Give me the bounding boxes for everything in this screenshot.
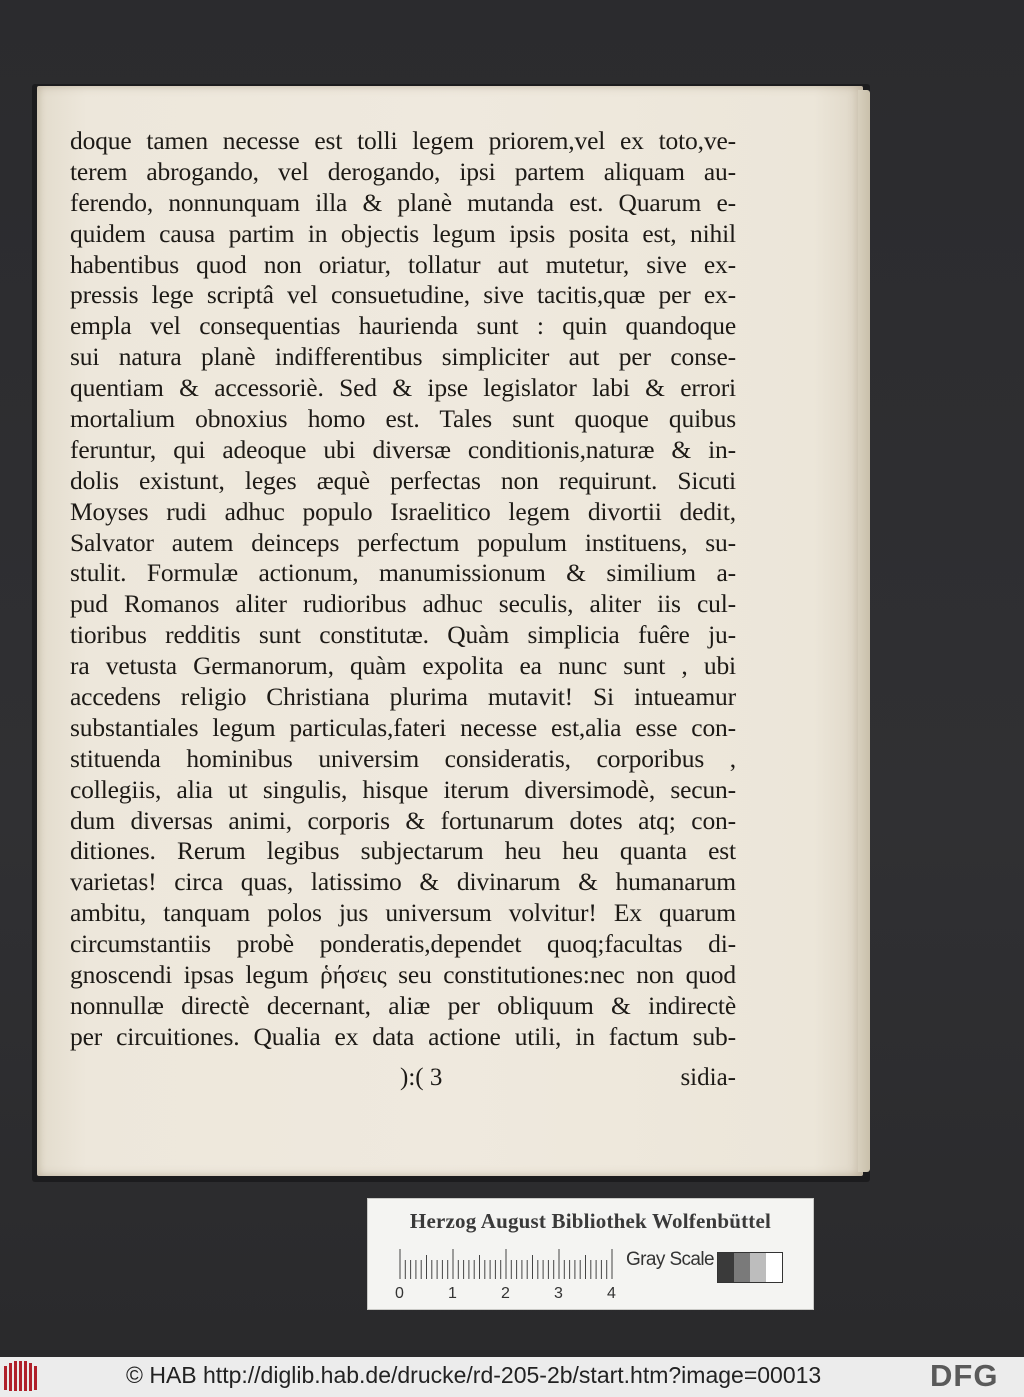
ruler-number: 3	[554, 1285, 563, 1302]
text-line: doque tamen necesse est tolli legem priorem,vel ex toto,ve-	[70, 126, 736, 155]
text-line: dum diversas animi, corporis & fortunarum dotes atq; con-	[70, 805, 736, 835]
text-line: Moyses rudi adhuc populo Israelitico legem divortii dedit,	[70, 496, 736, 526]
gray-swatch	[750, 1253, 766, 1282]
library-color-card	[367, 1198, 814, 1310]
page-footer	[70, 1064, 736, 1098]
text-line: sui natura planè indifferentibus simpliciter aut per conse-	[70, 342, 736, 372]
ruler-scale	[398, 1249, 613, 1279]
page-edge	[858, 90, 870, 1172]
text-line: substantiales legum particulas,fateri necesse est,alia esse con-	[70, 712, 736, 742]
dfg-logo: DFG	[930, 1358, 999, 1393]
hab-logo-icon[interactable]	[3, 1360, 39, 1394]
library-name: Herzog August Bibliothek Wolfenbüttel	[409, 1209, 772, 1233]
text-line: collegiis, alia ut singulis, hisque iterum diversimodè, secun-	[70, 774, 736, 804]
text-line: accedens religio Christiana plurima mutavit! Si intueamur	[70, 682, 736, 712]
text-line: gnoscendi ipsas legum ῥήσεις seu constitutiones:nec non quod	[70, 960, 736, 990]
text-line: dolis existunt, leges æquè perfectas non requirunt. Sicuti	[70, 465, 736, 495]
text-line: ferendo, nonnunquam illa & planè mutanda est. Quarum e-	[70, 187, 736, 217]
text-line: stulit. Formulæ actionum, manumissionum & similium a-	[70, 558, 736, 588]
catchword: sidia-	[680, 1064, 736, 1091]
text-line: empla vel consequentias haurienda sunt : quin quandoque	[70, 311, 736, 341]
text-line: pressis lege scriptâ vel consuetudine, sive tacitis,quæ per ex-	[70, 280, 736, 310]
gray-scale-label: Gray Scale	[626, 1249, 714, 1270]
gray-swatch	[718, 1253, 734, 1282]
gray-scale-swatches	[717, 1252, 783, 1283]
text-line: ambitu, tanquam polos jus universum volvitur! Ex quarum	[70, 898, 736, 928]
text-line: ra vetusta Germanorum, quàm expolita ea nunc sunt , ubi	[70, 651, 736, 681]
text-line: feruntur, qui adeoque ubi diversæ conditionis,naturæ & in-	[70, 434, 736, 464]
ruler-number: 0	[395, 1285, 404, 1302]
text-line: mortalium obnoxius homo est. Tales sunt quoque quibus	[70, 404, 736, 434]
signature-mark: ):( 3	[400, 1064, 443, 1091]
page-text	[70, 126, 736, 1053]
text-line: tioribus redditis sunt constitutæ. Quàm simplicia fuêre ju-	[70, 620, 736, 650]
gray-swatch	[766, 1253, 782, 1282]
text-line: pud Romanos aliter rudioribus adhuc seculis, aliter iis cul-	[70, 589, 736, 619]
copyright-link[interactable]: © HAB http://diglib.hab.de/drucke/rd-205-2b/start.htm?image=00013	[126, 1362, 822, 1388]
text-line: varietas! circa quas, latissimo & divinarum & humanarum	[70, 867, 736, 897]
text-line: terem abrogando, vel derogando, ipsi partem aliquam au-	[70, 156, 736, 186]
ruler-number: 4	[607, 1285, 616, 1302]
text-line: quentiam & accessoriè. Sed & ipse legislator labi & errori	[70, 373, 736, 403]
text-line: nonnullæ directè decernant, aliæ per obliquum & indirectè	[70, 990, 736, 1020]
text-line: circumstantiis probè ponderatis,dependet quoq;facultas di-	[70, 929, 736, 959]
text-line: ditiones. Rerum legibus subjectarum heu heu quanta est	[70, 836, 736, 866]
text-line: habentibus quod non oriatur, tollatur aut mutetur, sive ex-	[70, 249, 736, 279]
ruler-number: 2	[501, 1285, 510, 1302]
text-line: per circuitiones. Qualia ex data actione utili, in factum sub-	[70, 1021, 736, 1051]
text-line: Salvator autem deinceps perfectum populum instituens, su-	[70, 527, 736, 557]
ruler-number: 1	[448, 1285, 457, 1302]
text-line: stituenda hominibus universim consideratis, corporibus ,	[70, 743, 736, 773]
text-line: quidem causa partim in objectis legum ipsis posita est, nihil	[70, 218, 736, 248]
gray-swatch	[734, 1253, 750, 1282]
